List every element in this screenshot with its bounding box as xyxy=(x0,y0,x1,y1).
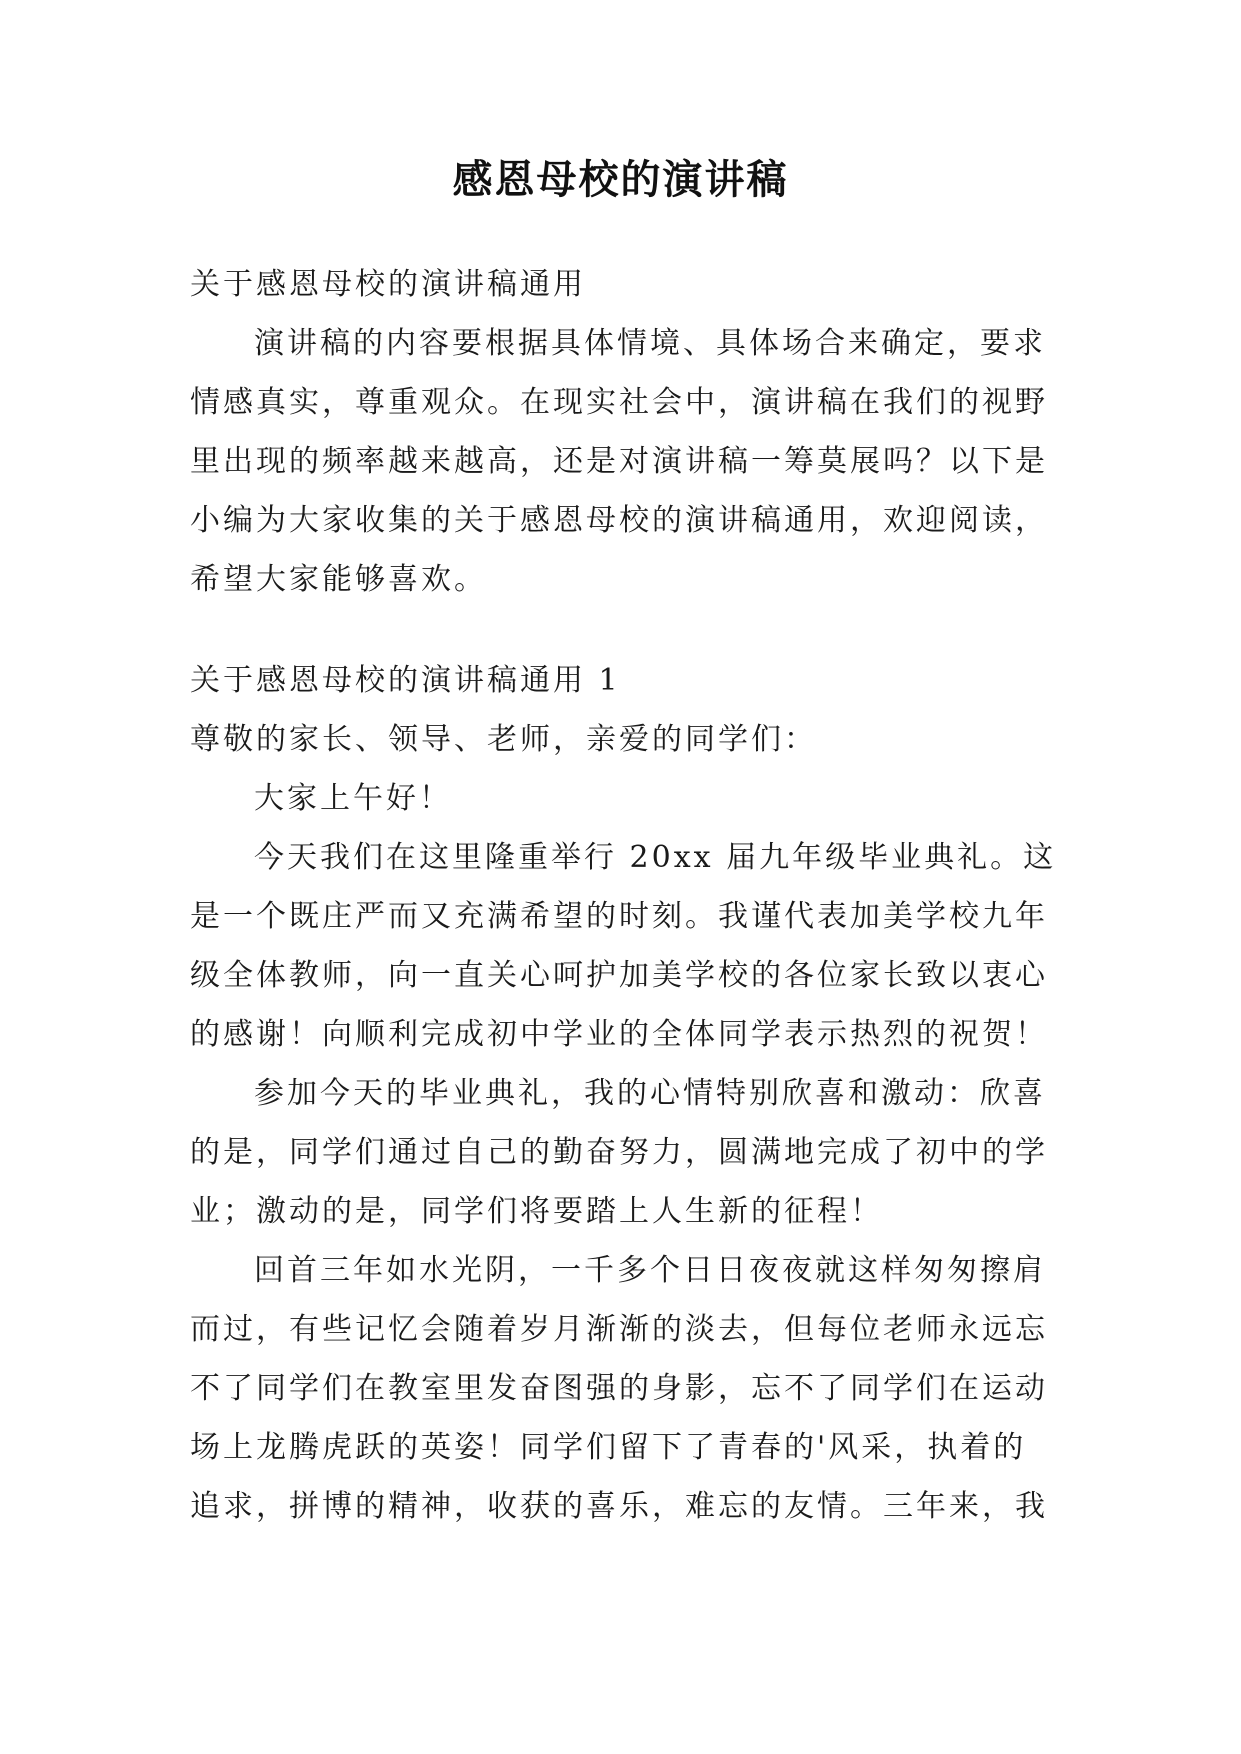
section-spacer xyxy=(190,609,1050,651)
paragraph-line: 业；激动的是，同学们将要踏上人生新的征程！ xyxy=(190,1194,883,1229)
paragraph-line: 小编为大家收集的关于感恩母校的演讲稿通用，欢迎阅读， xyxy=(190,503,1048,538)
paragraph-line: 级全体教师，向一直关心呵护加美学校的各位家长致以衷心 xyxy=(190,958,1048,993)
paragraph-line: 希望大家能够喜欢。 xyxy=(190,562,487,597)
paragraph-line: 今天我们在这里隆重举行 20xx 届九年级毕业典礼。这 xyxy=(254,840,1057,875)
paragraph-line: 里出现的频率越来越高，还是对演讲稿一筹莫展吗？以下是 xyxy=(190,444,1048,479)
paragraph-line: 是一个既庄严而又充满希望的时刻。我谨代表加美学校九年 xyxy=(190,899,1048,934)
paragraph-line: 回首三年如水光阴，一千多个日日夜夜就这样匆匆擦肩 xyxy=(254,1253,1046,1288)
paragraph-line: 不了同学们在教室里发奋图强的身影，忘不了同学们在运动 xyxy=(190,1371,1048,1406)
paragraph-line: 的感谢！向顺利完成初中学业的全体同学表示热烈的祝贺！ xyxy=(190,1017,1048,1052)
subtitle-line: 关于感恩母校的演讲稿通用 xyxy=(190,267,586,302)
paragraph-line: 演讲稿的内容要根据具体情境、具体场合来确定，要求 xyxy=(254,326,1046,361)
document-body xyxy=(190,255,1057,1536)
salutation-line: 尊敬的家长、领导、老师，亲爱的同学们： xyxy=(190,722,817,757)
document-title: 感恩母校的演讲稿 xyxy=(452,156,789,203)
paragraph-line: 的是，同学们通过自己的勤奋努力，圆满地完成了初中的学 xyxy=(190,1135,1048,1170)
paragraph-line: 参加今天的毕业典礼，我的心情特别欣喜和激动：欣喜 xyxy=(254,1076,1046,1111)
paragraph-line: 而过，有些记忆会随着岁月渐渐的淡去，但每位老师永远忘 xyxy=(190,1312,1048,1347)
greeting-line: 大家上午好！ xyxy=(254,781,452,816)
paragraph-line: 场上龙腾虎跃的英姿！同学们留下了青春的'风采，执着的 xyxy=(190,1430,1027,1465)
paragraph-line: 情感真实，尊重观众。在现实社会中，演讲稿在我们的视野 xyxy=(190,385,1048,420)
section-heading: 关于感恩母校的演讲稿通用 1 xyxy=(190,663,621,698)
paragraph-line: 追求，拼博的精神，收获的喜乐，难忘的友情。三年来，我 xyxy=(190,1489,1048,1524)
